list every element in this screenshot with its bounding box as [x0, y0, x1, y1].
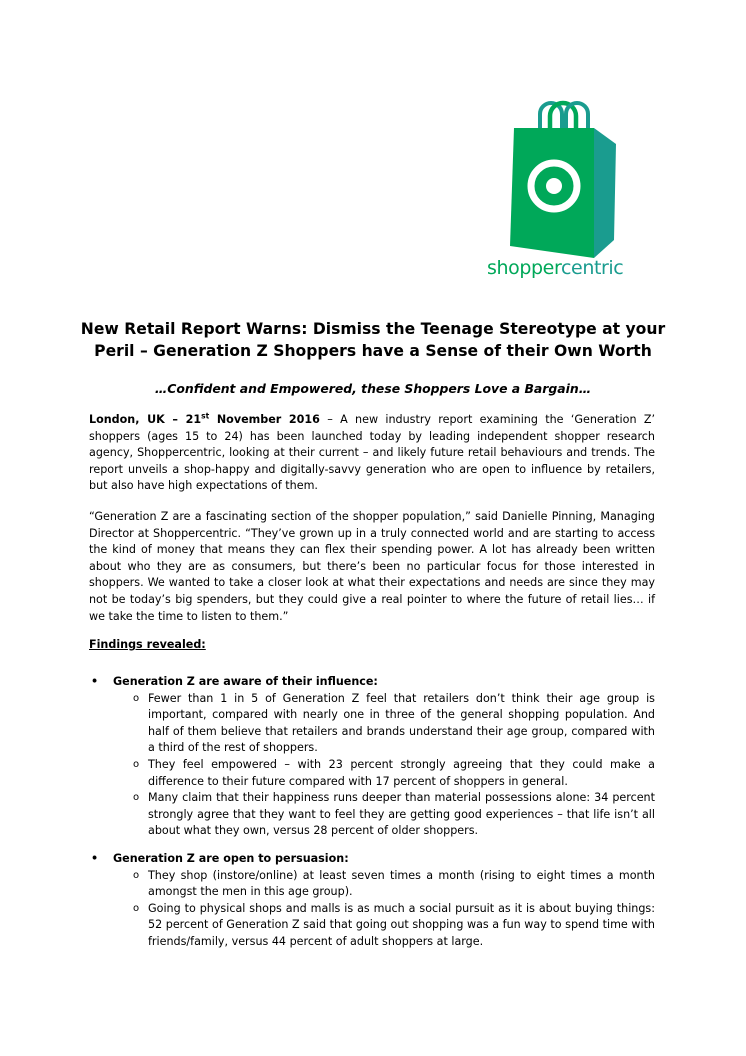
circle-bullet-icon: o: [133, 758, 140, 770]
bullet-icon: •: [91, 675, 99, 688]
circle-bullet-icon: o: [133, 692, 140, 704]
dateline: London, UK – 21st November 2016: [89, 411, 320, 426]
shopping-bag-icon: [510, 100, 620, 258]
section-heading: • Generation Z are open to persuasion:: [89, 851, 655, 868]
circle-bullet-icon: o: [133, 902, 140, 914]
list-item: o They shop (instore/online) at least seven times a month (rising to eight times a month amongst the men in this age group).: [133, 868, 655, 899]
list-item: o Fewer than 1 in 5 of Generation Z feel that retailers don’t think their age group is important, compared with nearly one in three of the general shopping population. And half of them believe that retailers and brands understand their age group, compared with a third of the rest of shoppers.: [133, 691, 655, 755]
section-heading: • Generation Z are aware of their influence:: [89, 674, 655, 691]
finding-section: [89, 851, 655, 951]
sub-list: [89, 868, 655, 951]
list-item: o They feel empowered – with 23 percent strongly agreeing that they could make a difference to their future compared with 17 percent of shoppers in general.: [133, 757, 655, 788]
quote-paragraph: “Generation Z are a fascinating section of the shopper population,” said Danielle Pinning, Managing Director at Shoppercentric. “They’ve grown up in a truly connected world and are starting to access the kind of money that means they can flex their spending power. A lot has already been written about who they are as consumers, but there’s been no particular focus for those interested in shoppers. We wanted to take a closer look at what their expectations and needs are since they may not be today’s big spenders, but they could give a real pointer to where the future of retail lies… if we take the time to listen to them.”: [89, 510, 655, 623]
list-item: o Many claim that their happiness runs deeper than material possessions alone: 34 percent strongly agree that they want to feel they are getting good experiences – that life isn’t all about what they own, versus 28 percent of older shoppers.: [133, 791, 655, 838]
list-item: o Going to physical shops and malls is as much a social pursuit as it is about buying things: 52 percent of Generation Z said that going out shopping was a fun way to spend time with friends/family, versus 44 percent of adult shoppers at large.: [133, 901, 655, 948]
intro-text: – A new industry report examining the ‘Generation Z’ shoppers (ages 15 to 24) has been launched today by leading independent shopper research agency, Shoppercentric, looking at their current – and likely future retail behaviours and trends. The report unveils a shop-happy and digitally-savvy generation who are open to influence by retailers, but also have high expectations of them.: [89, 413, 655, 493]
title-line: Peril – Generation Z Shoppers have a Sense of their Own Worth: [94, 342, 652, 360]
findings-heading: Findings revealed:: [89, 638, 206, 651]
shoppercentric-logo: [484, 100, 644, 285]
sub-list: [89, 691, 655, 840]
finding-section: [89, 674, 655, 840]
circle-bullet-icon: o: [133, 869, 140, 881]
circle-bullet-icon: o: [133, 792, 140, 804]
intro-paragraph: [89, 412, 655, 495]
headline-title: [60, 318, 686, 362]
title-line: New Retail Report Warns: Dismiss the Teenage Stereotype at your: [80, 320, 666, 338]
headline-subtitle: …Confident and Empowered, these Shoppers Love a Bargain…: [154, 381, 592, 396]
logo-wordmark: shoppercentric: [487, 257, 624, 279]
bullet-icon: •: [91, 852, 99, 865]
